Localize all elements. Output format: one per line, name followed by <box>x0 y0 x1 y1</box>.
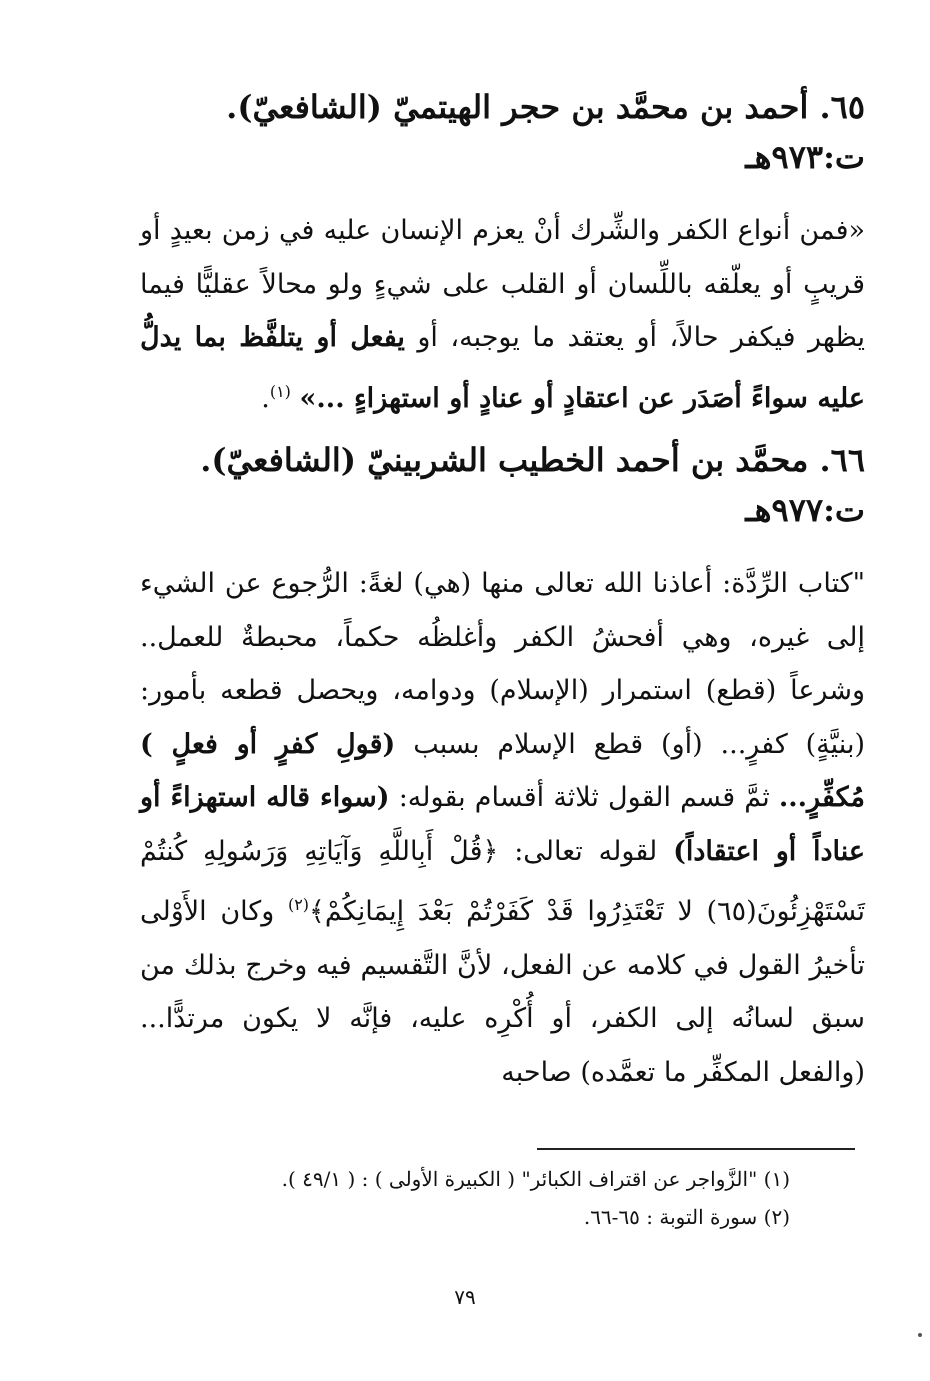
page-body <box>140 80 865 1107</box>
entry-66-bold-2: (سواء قاله استهزاءً أو عناداً أو اعتقاداً) <box>140 782 865 867</box>
entry-66-bold-1: (قولِ كفرٍ أو فعلٍ ) مُكفِّرٍ... <box>140 728 865 813</box>
scan-speck <box>918 1333 922 1337</box>
entry-66-quote <box>140 557 865 1099</box>
entry-66-text-3: وكان الأَوْلى تأخيرُ القول في كلامه عن الفعل، لأنَّ التَّقسيم فيه وخرج بذلك من سبق لسانُه إلى الكفر، أو أُكْرِه عليه، فإنَّه لا يكون مرتدًّا... (والفعل المكفِّر ما تعمَّده) صاحبه <box>140 896 865 1088</box>
entry-65-quote <box>140 204 865 425</box>
entry-66-quran-verse: لقوله تعالى: ﴿قُلْ أَبِاللَّهِ وَآيَاتِهِ وَرَسُولِهِ كُنتُمْ تَسْتَهْزِئُونَ(٦٥) لا تَعْتَذِرُوا قَدْ كَفَرْتُمْ بَعْدَ إِيمَانِكُمْ﴾ <box>140 835 865 927</box>
footnote-ref-1: (١) <box>269 381 291 401</box>
entry-65-heading: ٦٥. أحمد بن محمَّد بن حجر الهيتميّ (الشافعيّ). <box>226 88 865 126</box>
footnote-1: (١) "الزَّواجر عن اقتراف الكبائر" ( الكبيرة الأولى ) : ( ٤٩/١ ). <box>281 1167 790 1191</box>
footnotes <box>140 1160 790 1236</box>
entry-65-death-date: ت:٩٧٣هـ <box>745 138 865 176</box>
entry-65-quote-end: . <box>261 382 270 414</box>
entry-66-text-1: "كتاب الرِّدَّة: أعاذنا الله تعالى منها (هي) لغةً: الرُّجوع عن الشيء إلى غيره، وهي أفحشُ الكفر وأغلظُه حكماً، محبطةٌ للعمل.. وشرعاً (قطع) استمرار (الإسلام) ودوامه، ويحصل قطعه بأمور: (بنيَّةٍ) كفرٍ... (أو) قطع الإسلام بسبب <box>140 568 865 760</box>
entry-66-death-date: ت:٩٧٧هـ <box>745 491 865 529</box>
page-number: ٧٩ <box>454 1285 476 1309</box>
footnote-divider <box>537 1148 855 1150</box>
entry-66-text-2: ثمَّ قسم القول ثلاثة أقسام بقوله: <box>398 782 770 813</box>
entry-65-quote-text: «فمن أنواع الكفر والشِّرك أنْ يعزم الإنسان عليه في زمن بعيدٍ أو قريبٍ أو يعلّقه باللِّسان أو القلب على شيءٍ ولو محالاً عقليًّا فيما يظهر فيكفر حالاً، أو يعتقد ما يوجبه، أو <box>140 215 866 353</box>
entry-66-heading: ٦٦. محمَّد بن أحمد الخطيب الشربينيّ (الشافعيّ). <box>200 441 865 479</box>
entry-65-quote-bold: يفعل أو يتلفَّظ بما يدلُّ عليه سواءً أصَدَر عن اعتقادٍ أو عنادٍ أو استهزاءٍ ...» <box>140 322 865 414</box>
footnote-ref-2: (٢) <box>287 895 310 914</box>
footnote-2: (٢) سورة التوبة : ٦٥-٦٦. <box>583 1205 790 1229</box>
